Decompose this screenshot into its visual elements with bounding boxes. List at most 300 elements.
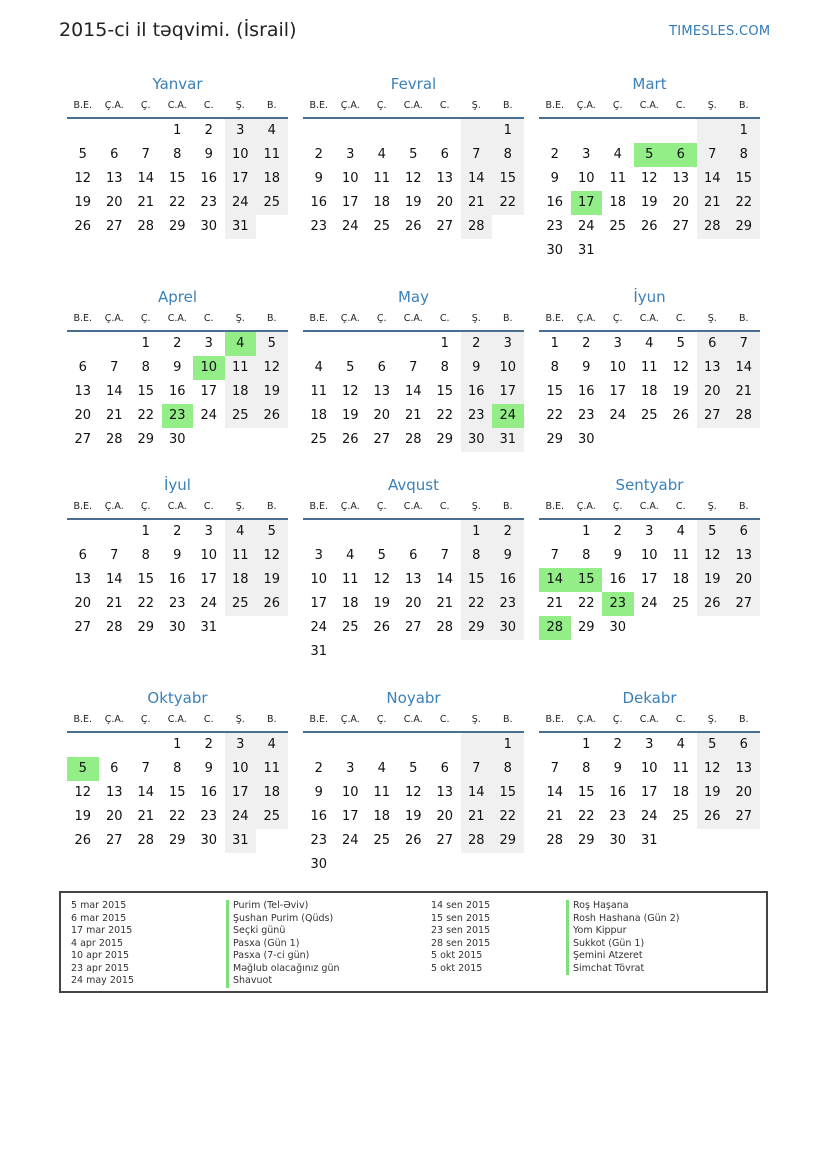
day-cell: 19	[74, 195, 92, 210]
day-cell: 17	[341, 809, 359, 824]
day-cell: 2	[550, 147, 559, 162]
day-cell: 14	[436, 572, 454, 587]
day-cell: 24	[225, 805, 257, 829]
day-cell: 8	[550, 360, 559, 375]
day-cell: 15	[137, 384, 155, 399]
weekday-label: C.A.	[167, 313, 187, 324]
month-block	[303, 474, 524, 664]
day-cell: 21	[461, 805, 493, 829]
day-cell: 12	[404, 785, 422, 800]
day-cell: 6	[440, 761, 449, 776]
day-cell: 27	[672, 219, 690, 234]
legend-dates-left	[71, 900, 134, 988]
day-cell: 22	[168, 809, 186, 824]
day-cell: 6	[728, 733, 760, 757]
day-cell: 27	[728, 592, 760, 616]
day-cell: 10	[640, 761, 658, 776]
day-cell: 23	[609, 809, 627, 824]
day-cell: 30	[461, 428, 493, 452]
weekday-label: Ç.	[140, 714, 151, 725]
weekday-label: B.	[502, 501, 513, 512]
weekday-label: Ç.A.	[576, 313, 596, 324]
day-cell: 10	[193, 356, 225, 380]
day-cell: 9	[461, 356, 493, 380]
day-cell: 25	[225, 592, 257, 616]
day-cell: 3	[645, 737, 654, 752]
day-cell: 19	[74, 809, 92, 824]
weekend-blank-cell	[697, 119, 729, 143]
day-cell: 23	[200, 195, 218, 210]
legend-date: 23 sen 2015	[431, 925, 491, 936]
weekday-label: C.A.	[167, 714, 187, 725]
day-cell: 18	[609, 195, 627, 210]
day-cell: 4	[676, 524, 685, 539]
day-cell: 21	[728, 380, 760, 404]
day-cell: 22	[492, 191, 524, 215]
weekend-blank-cell	[461, 119, 493, 143]
weekday-header	[67, 709, 288, 733]
day-cell: 29	[137, 432, 155, 447]
day-cell: 6	[409, 548, 418, 563]
day-cell: 3	[204, 336, 213, 351]
month-block	[67, 73, 288, 263]
day-cell: 14	[105, 384, 123, 399]
day-cell: 26	[373, 620, 391, 635]
weekday-label: C.	[439, 501, 450, 512]
day-cell: 10	[225, 757, 257, 781]
month-block	[539, 286, 760, 476]
day-cell: 17	[200, 572, 218, 587]
day-cell: 28	[137, 833, 155, 848]
weekday-label: Ç.A.	[104, 100, 124, 111]
day-cell: 22	[546, 408, 564, 423]
day-cell: 7	[550, 761, 559, 776]
day-cell: 2	[613, 737, 622, 752]
day-cell: 22	[577, 809, 595, 824]
day-cell: 20	[373, 408, 391, 423]
day-cell: 31	[492, 428, 524, 452]
month-name: Mart	[632, 75, 667, 93]
weekday-label: Ş.	[235, 100, 245, 111]
weekday-label: B.E.	[545, 714, 565, 725]
day-cell: 21	[137, 809, 155, 824]
day-cell: 27	[436, 833, 454, 848]
day-cell: 7	[461, 143, 493, 167]
weekday-label: Ş.	[707, 501, 717, 512]
day-cell: 31	[640, 833, 658, 848]
day-cell: 19	[640, 195, 658, 210]
day-cell: 9	[550, 171, 559, 186]
day-cell: 19	[256, 380, 288, 404]
day-cell: 3	[346, 761, 355, 776]
day-cell: 16	[168, 572, 186, 587]
weekday-label: B.E.	[545, 501, 565, 512]
day-cell: 18	[310, 408, 328, 423]
month-block	[303, 73, 524, 263]
day-cell: 15	[137, 572, 155, 587]
day-cell: 24	[341, 219, 359, 234]
day-cell: 16	[609, 572, 627, 587]
day-grid	[303, 733, 524, 877]
day-cell: 29	[492, 829, 524, 853]
day-cell: 28	[137, 219, 155, 234]
day-cell: 26	[640, 219, 658, 234]
day-cell: 1	[550, 336, 559, 351]
day-cell: 6	[78, 360, 87, 375]
day-cell: 17	[571, 191, 603, 215]
legend-date: 24 may 2015	[71, 975, 135, 986]
day-cell: 29	[577, 620, 595, 635]
day-cell: 24	[341, 833, 359, 848]
day-cell: 21	[697, 191, 729, 215]
day-cell: 1	[728, 119, 760, 143]
weekday-label: Ş.	[471, 501, 481, 512]
day-cell: 27	[74, 620, 92, 635]
day-cell: 26	[404, 833, 422, 848]
legend-dates-right	[431, 900, 490, 975]
weekday-header	[303, 95, 524, 119]
day-cell: 23	[492, 592, 524, 616]
weekday-header	[67, 95, 288, 119]
day-cell: 13	[74, 572, 92, 587]
day-cell: 9	[314, 171, 323, 186]
day-cell: 6	[665, 143, 697, 167]
month-name: Noyabr	[386, 689, 441, 707]
day-cell: 18	[373, 195, 391, 210]
weekday-label: Ç.	[140, 100, 151, 111]
day-cell: 21	[105, 596, 123, 611]
day-cell: 20	[436, 809, 454, 824]
day-grid	[539, 119, 760, 263]
weekday-label: Ş.	[471, 714, 481, 725]
day-cell: 4	[225, 520, 257, 544]
day-cell: 28	[461, 215, 493, 239]
day-cell: 1	[461, 520, 493, 544]
day-cell: 4	[225, 332, 257, 356]
day-cell: 10	[341, 785, 359, 800]
month-name: İyul	[164, 476, 191, 494]
weekday-label: B.E.	[309, 100, 329, 111]
day-cell: 18	[640, 384, 658, 399]
day-cell: 21	[546, 809, 564, 824]
day-cell: 1	[492, 119, 524, 143]
day-cell: 24	[640, 596, 658, 611]
weekday-header	[303, 308, 524, 332]
day-cell: 11	[373, 171, 391, 186]
weekday-header	[303, 496, 524, 520]
day-cell: 2	[204, 737, 213, 752]
month-name: Oktyabr	[147, 689, 208, 707]
day-cell: 5	[78, 147, 87, 162]
day-cell: 30	[546, 243, 564, 258]
day-cell: 24	[640, 809, 658, 824]
weekday-label: C.A.	[167, 501, 187, 512]
weekday-header	[67, 308, 288, 332]
day-cell: 4	[613, 147, 622, 162]
day-cell: 23	[461, 404, 493, 428]
weekday-label: B.E.	[309, 501, 329, 512]
day-cell: 13	[672, 171, 690, 186]
day-cell: 15	[461, 568, 493, 592]
month-block	[303, 286, 524, 476]
day-cell: 18	[256, 781, 288, 805]
day-cell: 10	[640, 548, 658, 563]
site-link[interactable]: TIMESLES.COM	[669, 24, 771, 39]
day-cell: 9	[613, 548, 622, 563]
day-cell: 22	[137, 596, 155, 611]
day-cell: 22	[728, 191, 760, 215]
day-cell: 2	[492, 520, 524, 544]
month-block	[539, 73, 760, 263]
day-cell: 2	[314, 147, 323, 162]
weekday-label: Ç.A.	[340, 100, 360, 111]
day-cell: 9	[492, 544, 524, 568]
legend-date: 15 sen 2015	[431, 912, 491, 924]
day-cell: 27	[404, 620, 422, 635]
day-cell: 1	[141, 336, 150, 351]
weekday-label: C.	[439, 100, 450, 111]
day-cell: 13	[74, 384, 92, 399]
day-cell: 1	[173, 737, 182, 752]
day-cell: 17	[225, 167, 257, 191]
day-cell: 8	[141, 360, 150, 375]
day-cell: 23	[162, 404, 194, 428]
month-name: Fevral	[390, 75, 437, 93]
weekday-label: C.	[675, 501, 686, 512]
day-cell: 29	[577, 833, 595, 848]
day-cell: 26	[697, 805, 729, 829]
day-cell: 15	[728, 167, 760, 191]
weekday-label: Ç.A.	[104, 501, 124, 512]
day-cell: 15	[571, 568, 603, 592]
legend-names-left	[226, 900, 340, 988]
day-cell: 11	[256, 757, 288, 781]
weekday-label: B.	[738, 313, 749, 324]
day-cell: 12	[404, 171, 422, 186]
weekday-label: Ş.	[707, 714, 717, 725]
day-cell: 23	[168, 596, 186, 611]
day-cell: 3	[613, 336, 622, 351]
day-cell: 6	[110, 147, 119, 162]
day-cell: 9	[173, 548, 182, 563]
day-cell: 22	[461, 592, 493, 616]
day-cell: 15	[577, 785, 595, 800]
day-cell: 3	[582, 147, 591, 162]
day-cell: 12	[74, 171, 92, 186]
weekday-header	[539, 709, 760, 733]
weekday-label: Ç.	[612, 313, 623, 324]
weekday-label: C.	[439, 313, 450, 324]
day-cell: 9	[173, 360, 182, 375]
weekday-label: B.	[266, 100, 277, 111]
day-cell: 12	[256, 544, 288, 568]
legend-holiday-name: Sukkot (Gün 1)	[566, 938, 679, 951]
weekday-label: Ç.	[612, 100, 623, 111]
weekday-label: C.A.	[639, 501, 659, 512]
day-cell: 22	[577, 596, 595, 611]
day-cell: 12	[341, 384, 359, 399]
day-cell: 13	[697, 356, 729, 380]
day-grid	[539, 733, 760, 877]
weekday-label: B.	[502, 313, 513, 324]
day-cell: 25	[672, 809, 690, 824]
day-cell: 20	[105, 195, 123, 210]
day-cell: 13	[404, 572, 422, 587]
day-cell: 16	[492, 568, 524, 592]
weekend-blank-cell	[461, 733, 493, 757]
day-cell: 10	[225, 143, 257, 167]
day-cell: 25	[373, 219, 391, 234]
day-cell: 31	[225, 829, 257, 853]
day-cell: 7	[440, 548, 449, 563]
day-grid	[303, 119, 524, 263]
day-cell: 3	[314, 548, 323, 563]
weekday-header	[539, 496, 760, 520]
day-cell: 11	[225, 356, 257, 380]
day-cell: 8	[440, 360, 449, 375]
day-cell: 16	[461, 380, 493, 404]
weekday-label: B.E.	[73, 501, 93, 512]
day-cell: 15	[168, 785, 186, 800]
day-cell: 3	[492, 332, 524, 356]
day-cell: 17	[225, 781, 257, 805]
day-cell: 25	[609, 219, 627, 234]
day-cell: 10	[492, 356, 524, 380]
day-cell: 21	[546, 596, 564, 611]
day-cell: 31	[577, 243, 595, 258]
weekday-label: C.	[203, 501, 214, 512]
day-grid	[67, 119, 288, 263]
legend-holiday-name: Şushan Purim (Qüds)	[226, 913, 340, 926]
day-cell: 20	[728, 781, 760, 805]
day-cell: 20	[672, 195, 690, 210]
day-cell: 5	[256, 332, 288, 356]
day-cell: 29	[137, 620, 155, 635]
day-cell: 25	[225, 404, 257, 428]
weekday-label: Ş.	[235, 313, 245, 324]
day-cell: 10	[200, 548, 218, 563]
legend-date: 17 mar 2015	[71, 925, 133, 936]
day-cell: 16	[546, 195, 564, 210]
day-cell: 7	[110, 360, 119, 375]
day-cell: 8	[173, 147, 182, 162]
day-grid	[303, 332, 524, 476]
day-cell: 20	[74, 408, 92, 423]
legend-holiday-name: Pasxa (Gün 1)	[226, 938, 340, 951]
day-cell: 15	[492, 167, 524, 191]
day-cell: 25	[256, 191, 288, 215]
day-cell: 24	[200, 408, 218, 423]
day-cell: 30	[168, 620, 186, 635]
day-cell: 2	[461, 332, 493, 356]
day-cell: 4	[645, 336, 654, 351]
weekday-label: Ç.A.	[340, 714, 360, 725]
day-cell: 24	[310, 620, 328, 635]
day-cell: 24	[577, 219, 595, 234]
day-cell: 20	[436, 195, 454, 210]
day-cell: 7	[110, 548, 119, 563]
legend-holiday-name: Roş Haşana	[566, 900, 679, 913]
weekday-label: B.	[738, 501, 749, 512]
day-cell: 22	[492, 805, 524, 829]
day-cell: 30	[168, 432, 186, 447]
weekday-header	[67, 496, 288, 520]
day-cell: 18	[341, 596, 359, 611]
weekday-label: B.E.	[545, 313, 565, 324]
day-cell: 23	[310, 219, 328, 234]
legend-holiday-name: Simchat Tövrat	[566, 963, 679, 976]
day-cell: 15	[546, 384, 564, 399]
day-cell: 9	[314, 785, 323, 800]
day-cell: 15	[436, 384, 454, 399]
weekday-label: Ş.	[707, 100, 717, 111]
day-cell: 30	[310, 857, 328, 872]
weekday-label: Ç.A.	[576, 100, 596, 111]
weekday-label: Ç.A.	[576, 714, 596, 725]
day-cell: 21	[105, 408, 123, 423]
weekday-header	[539, 308, 760, 332]
day-cell: 12	[697, 544, 729, 568]
day-cell: 13	[105, 785, 123, 800]
weekday-label: B.E.	[545, 100, 565, 111]
day-cell: 18	[672, 785, 690, 800]
weekday-label: Ç.	[140, 313, 151, 324]
day-cell: 27	[728, 805, 760, 829]
day-cell: 23	[577, 408, 595, 423]
day-cell: 26	[256, 592, 288, 616]
day-cell: 21	[404, 408, 422, 423]
month-name: Yanvar	[152, 75, 203, 93]
day-cell: 26	[74, 219, 92, 234]
day-cell: 13	[436, 171, 454, 186]
legend-holiday-name: Pasxa (7-ci gün)	[226, 950, 340, 963]
day-cell: 18	[672, 572, 690, 587]
day-cell: 8	[492, 143, 524, 167]
weekday-label: C.	[203, 313, 214, 324]
day-grid	[539, 520, 760, 664]
day-cell: 12	[373, 572, 391, 587]
day-cell: 14	[546, 785, 564, 800]
day-cell: 7	[461, 757, 493, 781]
weekday-label: C.	[675, 100, 686, 111]
day-cell: 1	[492, 733, 524, 757]
day-cell: 22	[168, 195, 186, 210]
weekday-label: C.A.	[639, 313, 659, 324]
day-cell: 27	[373, 432, 391, 447]
day-cell: 6	[440, 147, 449, 162]
weekday-label: C.A.	[639, 714, 659, 725]
day-cell: 28	[539, 616, 571, 640]
day-cell: 20	[404, 596, 422, 611]
weekday-label: B.	[738, 100, 749, 111]
weekday-label: B.	[502, 714, 513, 725]
day-cell: 14	[461, 167, 493, 191]
day-cell: 11	[373, 785, 391, 800]
day-cell: 25	[341, 620, 359, 635]
day-cell: 14	[728, 356, 760, 380]
day-cell: 4	[377, 147, 386, 162]
day-cell: 20	[728, 568, 760, 592]
day-cell: 29	[436, 432, 454, 447]
day-cell: 4	[377, 761, 386, 776]
day-cell: 14	[697, 167, 729, 191]
weekday-label: C.A.	[403, 714, 423, 725]
day-cell: 27	[697, 404, 729, 428]
day-cell: 5	[377, 548, 386, 563]
day-cell: 18	[373, 809, 391, 824]
weekday-label: C.	[439, 714, 450, 725]
day-cell: 19	[672, 384, 690, 399]
